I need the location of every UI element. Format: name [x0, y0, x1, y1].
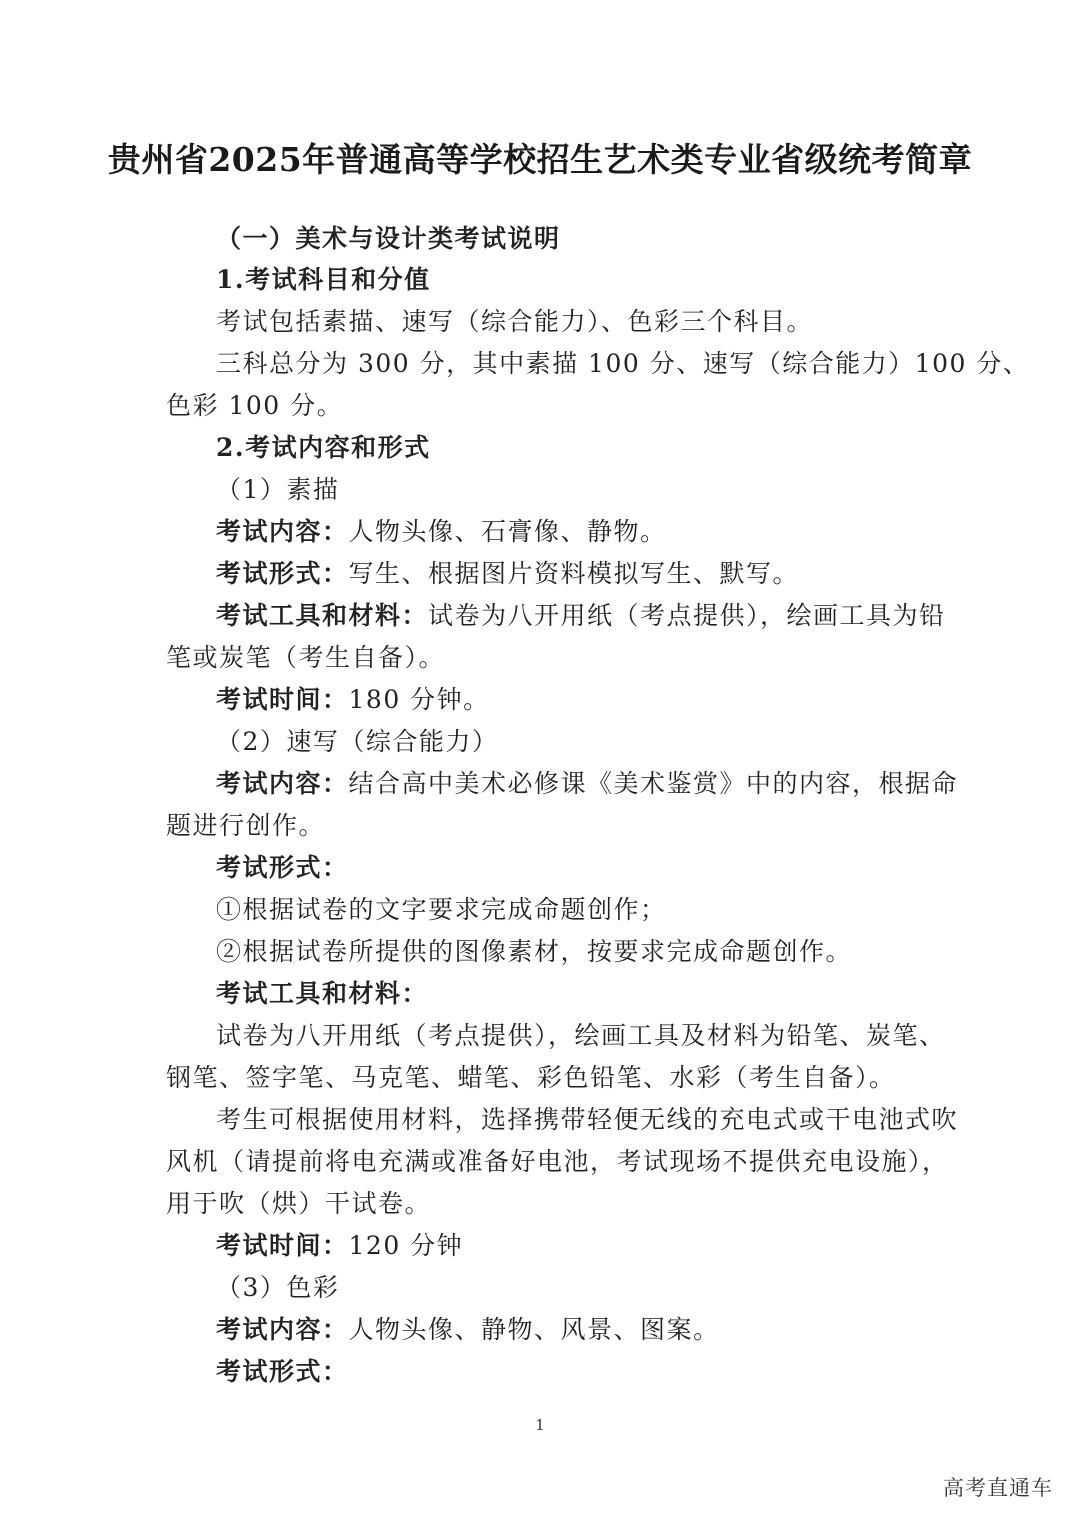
label: 考试时间： — [216, 1231, 349, 1260]
subheading-content-form: 2.考试内容和形式 — [216, 433, 431, 462]
page-number: 1 — [535, 1416, 545, 1434]
watermark: 高考直通车 — [943, 1476, 1053, 1500]
paragraph: 笔或炭笔（考生自备）。 — [166, 643, 446, 672]
paragraph: 试卷为八开用纸（考点提供），绘画工具及材料为铅笔、炭笔、 — [216, 1021, 946, 1050]
subheading-subjects: 1.考试科目和分值 — [216, 265, 431, 294]
sketch-time — [216, 680, 490, 720]
paragraph: 风机（请提前将电充满或准备好电池，考试现场不提供充电设施）， — [166, 1147, 949, 1176]
value: 结合高中美术必修课《美术鉴赏》中的内容，根据命 — [348, 769, 959, 798]
value: 试卷为八开用纸（考点提供），绘画工具为铅 — [428, 601, 946, 630]
sketch-form — [216, 554, 799, 594]
value: 人物头像、静物、风景、图案。 — [348, 1315, 720, 1344]
label: 考试内容： — [216, 769, 349, 798]
paragraph: 考生可根据使用材料，选择携带轻便无线的充电式或干电池式吹 — [216, 1105, 959, 1134]
list-item: ②根据试卷所提供的图像素材，按要求完成命题创作。 — [216, 937, 853, 966]
paragraph: 钢笔、签字笔、马克笔、蜡笔、彩色铅笔、水彩（考生自备）。 — [166, 1063, 896, 1092]
paragraph: 用于吹（烘）干试卷。 — [166, 1189, 432, 1218]
label: 考试工具和材料： — [216, 601, 429, 630]
sketch-tools — [216, 596, 946, 636]
color-content — [216, 1310, 720, 1350]
sketch-content — [216, 512, 667, 552]
section-heading: （一）美术与设计类考试说明 — [216, 224, 561, 253]
label: 考试形式： — [216, 559, 349, 588]
paragraph: 题进行创作。 — [166, 811, 326, 840]
item-heading-color: （3）色彩 — [216, 1273, 340, 1302]
value: 人物头像、石膏像、静物。 — [348, 517, 667, 546]
paragraph: 考试包括素描、速写（综合能力）、色彩三个科目。 — [216, 307, 814, 336]
label: 考试时间： — [216, 685, 349, 714]
item-heading-quick-sketch: （2）速写（综合能力） — [216, 727, 499, 756]
quick-sketch-content — [216, 764, 958, 804]
value: 120 分钟 — [348, 1231, 464, 1260]
value: 写生、根据图片资料模拟写生、默写。 — [348, 559, 800, 588]
quick-sketch-time — [216, 1226, 463, 1266]
paragraph: 三科总分为 300 分，其中素描 100 分、速写（综合能力）100 分、 — [216, 349, 1030, 378]
paragraph: 色彩 100 分。 — [166, 391, 344, 420]
label: 考试形式： — [216, 1357, 349, 1386]
item-heading-sketch: （1）素描 — [216, 475, 340, 504]
list-item: ①根据试卷的文字要求完成命题创作； — [216, 895, 667, 924]
page-title: 贵州省2025年普通高等学校招生艺术类专业省级统考简章 — [107, 140, 973, 179]
label: 考试内容： — [216, 517, 349, 546]
label: 考试形式： — [216, 853, 349, 882]
label: 考试工具和材料： — [216, 979, 429, 1008]
label: 考试内容： — [216, 1315, 349, 1344]
value: 180 分钟。 — [348, 685, 490, 714]
